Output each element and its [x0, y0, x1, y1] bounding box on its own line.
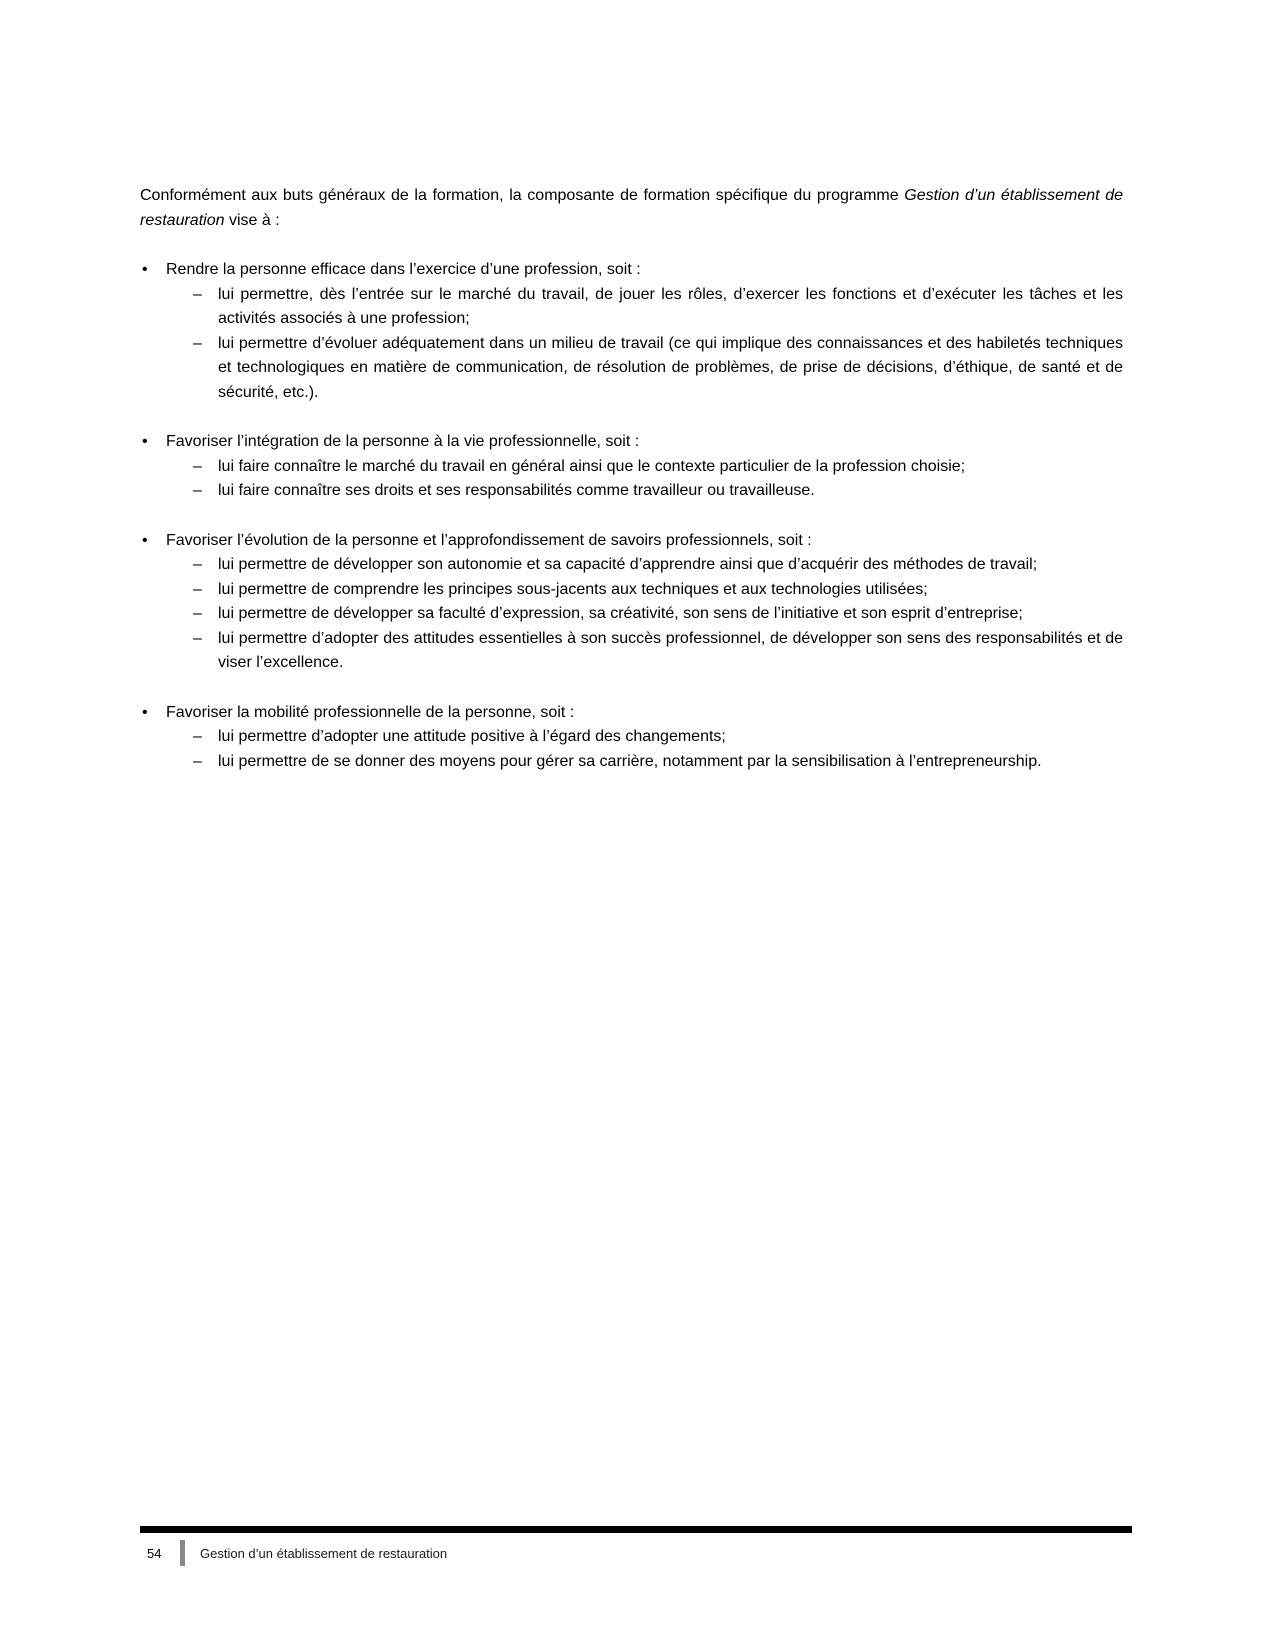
bullet-marker: • — [142, 261, 148, 278]
dash-item-text: lui permettre de comprendre les principes sous-jacents aux techniques et aux technologies utilisées; — [218, 580, 928, 598]
bullet-heading: Favoriser la mobilité professionnelle de la personne, soit : — [166, 703, 575, 721]
dash-marker: – — [193, 334, 202, 352]
dash-item — [193, 725, 1123, 750]
bullet-heading: Favoriser l’intégration de la personne à la vie professionnelle, soit : — [166, 433, 640, 450]
dash-item-text: lui faire connaître le marché du travail en général ainsi que le contexte particulier de la profession choisie; — [218, 457, 966, 475]
footer-title: Gestion d’un établissement de restauration — [200, 1545, 448, 1561]
bullet-group — [140, 430, 1123, 504]
bullet-heading-row — [140, 701, 1123, 726]
intro-paragraph — [140, 184, 1123, 233]
bullet-marker: • — [142, 433, 148, 450]
bullet-group — [140, 701, 1123, 775]
dash-marker: – — [193, 482, 202, 499]
dash-item-text: lui permettre d’adopter une attitude positive à l’égard des changements; — [218, 728, 726, 745]
dash-marker: – — [193, 605, 202, 622]
footer-divider-bar — [180, 1540, 185, 1566]
dash-marker: – — [193, 752, 202, 770]
dash-item-text: lui permettre de développer sa faculté d’expression, sa créativité, son sens de l’initiative et son esprit d’entreprise; — [218, 605, 1023, 622]
bullet-heading-row — [140, 529, 1123, 554]
bullet-heading-row — [140, 430, 1123, 455]
bullet-heading-row — [140, 258, 1123, 283]
dash-marker: – — [193, 580, 202, 598]
program-name-italic: Gestion d’un établissement de restauration — [140, 187, 1123, 229]
dash-item-text: lui permettre d’évoluer adéquatement dans un milieu de travail (ce qui implique des connaissances et des habiletés techniques et technologiques en matière de communication, de résolution de problèmes, de prise de décisions, d’éthique, de santé et de sécurité, etc.). — [218, 334, 1123, 401]
dash-item — [193, 750, 1123, 775]
dash-marker: – — [193, 629, 202, 647]
bullet-group — [140, 529, 1123, 676]
dash-marker: – — [193, 457, 202, 475]
dash-item — [193, 627, 1123, 676]
dash-marker: – — [193, 728, 202, 745]
page-content — [140, 168, 1123, 774]
dash-item-text: lui permettre, dès l’entrée sur le marché du travail, de jouer les rôles, d’exercer les fonctions et d’exécuter les tâches et les activités associés à une profession; — [218, 285, 1123, 327]
dash-item-text: lui faire connaître ses droits et ses responsabilités comme travailleur ou travailleuse. — [218, 482, 815, 499]
dash-item — [193, 455, 1123, 480]
footer-rule — [140, 1526, 1132, 1533]
dash-item — [193, 602, 1123, 627]
dash-item — [193, 283, 1123, 332]
bullet-marker: • — [142, 531, 148, 549]
bullet-marker: • — [142, 703, 148, 721]
dash-marker: – — [193, 556, 202, 573]
dash-item-text: lui permettre de développer son autonomie et sa capacité d’apprendre ainsi que d’acquérir des méthodes de travail; — [218, 556, 1038, 573]
intro-tail: vise à : — [228, 211, 280, 229]
intro-lead: Conformément aux buts généraux de la formation, la composante de formation spécifique du programme — [140, 187, 899, 204]
dash-marker: – — [193, 285, 202, 303]
page-number: 54 — [147, 1545, 162, 1561]
bullet-heading: Rendre la personne efficace dans l’exercice d’une profession, soit : — [166, 261, 641, 278]
dash-item — [193, 332, 1123, 406]
dash-item — [193, 553, 1123, 578]
footer-row — [140, 1540, 1132, 1566]
page-footer — [140, 1526, 1132, 1566]
bullet-heading: Favoriser l’évolution de la personne et l’approfondissement de savoirs professionnels, soit : — [166, 531, 812, 549]
dash-item — [193, 479, 1123, 504]
dash-item — [193, 578, 1123, 603]
dash-item-text: lui permettre d’adopter des attitudes essentielles à son succès professionnel, de développer son sens des responsabilités et de viser l’excellence. — [218, 629, 1123, 671]
bullet-group — [140, 258, 1123, 405]
dash-item-text: lui permettre de se donner des moyens pour gérer sa carrière, notamment par la sensibilisation à l’entrepreneurship. — [218, 752, 1042, 770]
